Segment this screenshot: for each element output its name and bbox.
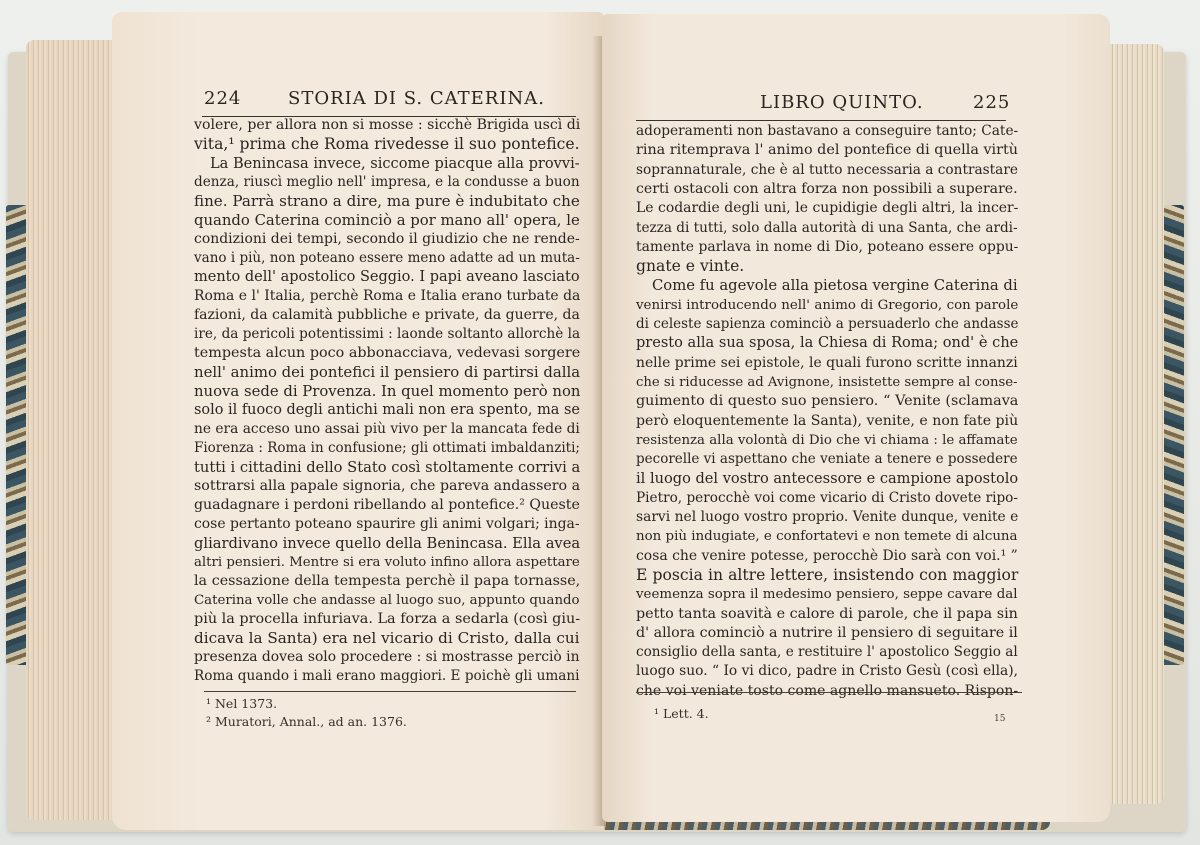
text-line: petto tanta soavità e calore di parole, che il papa sin xyxy=(636,605,1018,622)
right-running-head: LIBRO QUINTO. xyxy=(760,92,924,113)
text-line: solo il fuoco degli antichi mali non era spento, ma se xyxy=(194,402,580,418)
text-line: Come fu agevole alla pietosa vergine Caterina di xyxy=(652,277,1018,295)
text-line: di celeste sapienza cominciò a persuaderlo che andasse xyxy=(636,316,1019,332)
text-line: pecorelle vi aspettano che veniate a tenere e possedere xyxy=(636,451,1018,468)
text-line: ire, da pericoli potentissimi : laonde soltanto allorchè la xyxy=(194,326,581,342)
text-line: presenza dovea solo procedere : si mostrasse perciò in xyxy=(194,649,580,665)
text-line: Fiorenza : Roma in confusione; gli ottimati imbaldanziti; xyxy=(194,440,580,456)
text-line: E poscia in altre lettere, insistendo con maggior xyxy=(636,565,1019,584)
text-line: d' allora cominciò a nutrire il pensiero di seguitare il xyxy=(636,624,1018,641)
text-line: che si riducesse ad Avignone, insistette sempre al conse- xyxy=(636,374,1018,390)
text-line: tamente parlava in nome di Dio, poteano essere oppu- xyxy=(636,238,1019,255)
text-line: nelle prime sei epistole, le quali furono scritte innanzi xyxy=(636,354,1018,371)
text-line: guadagnare i perdoni ribellando al pontefice.² Queste xyxy=(194,497,580,513)
text-line: tempesta alcun poco abbonacciava, vedevasi sorgere xyxy=(194,345,581,361)
text-line: consiglio della santa, e restituire l' apostolico Seggio al xyxy=(636,644,1018,661)
text-line: Le codardie degli uni, le cupidigie degli altri, la incer- xyxy=(636,200,1019,217)
left-page xyxy=(112,12,604,830)
text-line: la cessazione della tempesta perchè il papa tornasse, xyxy=(194,573,581,589)
text-line: condizioni dei tempi, secondo il giudizio che ne rende- xyxy=(194,231,580,247)
left-footnote-rule xyxy=(204,691,576,692)
text-line: quando Caterina cominciò a por mano all' opera, le xyxy=(194,212,580,229)
right-page xyxy=(602,14,1110,822)
text-line: Caterina volle che andasse al luogo suo, appunto quando xyxy=(194,593,580,608)
text-line: gliardivano invece quello della Benincasa. Ella avea xyxy=(194,535,581,552)
text-line: cose pertanto poteano spaurire gli animi volgari; inga- xyxy=(194,516,580,532)
text-line: volere, per allora non si mosse : sicchè Brigida uscì di xyxy=(194,117,581,133)
text-line: più la procella infuriava. La forza a sedarla (così giu- xyxy=(194,611,581,627)
text-line: sottrarsi alla papale signoria, che pareva andassero a xyxy=(194,478,581,494)
text-line: La Benincasa invece, siccome piacque alla provvi- xyxy=(210,155,580,172)
text-line: luogo suo. “ Io vi dico, padre in Cristo Gesù (così ella), xyxy=(636,663,1019,680)
marbled-edge-left xyxy=(6,205,28,665)
text-line: Roma quando i mali erano maggiori. E poichè gli umani xyxy=(194,668,580,684)
text-line: tezza di tutti, solo dalla autorità di una Santa, che ardi- xyxy=(636,219,1018,236)
text-line: altri pensieri. Mentre si era voluto infino allora aspettare xyxy=(194,555,580,570)
text-line: non più indugiate, e confortatevi e non temete di alcuna xyxy=(636,529,1018,545)
text-line: fazioni, da calamità pubbliche e private, da guerre, da xyxy=(194,307,580,323)
left-page-number: 224 xyxy=(204,88,242,109)
text-line: nuova sede di Provenza. In quel momento però non xyxy=(194,383,581,400)
signature-mark: 15 xyxy=(994,714,1006,724)
text-line: Roma e l' Italia, perchè Roma e Italia erano turbate da xyxy=(194,288,581,304)
text-line: vita,¹ prima che Roma rivedesse il suo pontefice. xyxy=(194,135,580,153)
text-line: denza, riuscì meglio nell' impresa, e la condusse a buon xyxy=(194,174,580,190)
left-footnote-2: ² Muratori, Annal., ad an. 1376. xyxy=(206,714,407,729)
text-line: presto alla sua sposa, la Chiesa di Roma; ond' è che xyxy=(636,335,1019,352)
text-line: nell' animo dei pontefici il pensiero di partirsi dalla xyxy=(194,363,581,381)
text-line: veemenza sopra il medesimo pensiero, seppe cavare dal xyxy=(636,587,1018,603)
right-page-number: 225 xyxy=(973,92,1011,113)
text-line: però eloquentemente la Santa), venite, e non fate più xyxy=(636,412,1019,429)
text-line: vano i più, non poteano essere meno adatte ad un muta- xyxy=(194,250,580,266)
text-line: il luogo del vostro antecessore e campione apostolo xyxy=(636,470,1019,488)
text-line: che voi veniate tosto come agnello mansueto. Rispon- xyxy=(636,682,1019,699)
text-line: adoperamenti non bastavano a conseguire tanto; Cate- xyxy=(636,123,1019,139)
text-line: dicava la Santa) era nel vicario di Cristo, dalla cui xyxy=(194,629,580,647)
text-line: tutti i cittadini dello Stato così stoltamente corrivi a xyxy=(194,459,581,476)
right-footnote-rule xyxy=(636,692,1022,693)
text-line: gnate e vinte. xyxy=(636,257,745,276)
text-line: certi ostacoli con altra forza non possibili a superare. xyxy=(636,180,1018,197)
text-line: sarvi nel luogo vostro proprio. Venite dunque, venite e xyxy=(636,509,1019,525)
text-line: soprannaturale, che è al tutto necessaria a contrastare xyxy=(636,161,1018,178)
text-line: ne era acceso uno assai più vivo per la mancata fede di xyxy=(194,421,580,437)
right-footnote-1: ¹ Lett. 4. xyxy=(654,706,709,721)
text-line: guimento di questo suo pensiero. “ Venite (sclamava xyxy=(636,393,1019,410)
text-line: venirsi introducendo nell' animo di Gregorio, con parole xyxy=(636,297,1019,313)
left-running-head: STORIA DI S. CATERINA. xyxy=(288,88,545,109)
text-line: rina ritemprava l' animo del pontefice di quella virtù xyxy=(636,142,1019,159)
text-line: resistenza alla volontà di Dio che vi chiama : le affamate xyxy=(636,432,1018,448)
left-footnote-1: ¹ Nel 1373. xyxy=(206,696,278,711)
text-line: fine. Parrà strano a dire, ma pure è indubitato che xyxy=(194,192,580,210)
text-line: mento dell' apostolico Seggio. I papi aveano lasciato xyxy=(194,269,580,285)
text-line: Pietro, perocchè voi come vicario di Cristo dovete ripo- xyxy=(636,489,1018,506)
right-header-rule xyxy=(636,120,1006,121)
text-line: cosa che venire potesse, perocchè Dio sarà con voi.¹ ” xyxy=(636,547,1018,564)
